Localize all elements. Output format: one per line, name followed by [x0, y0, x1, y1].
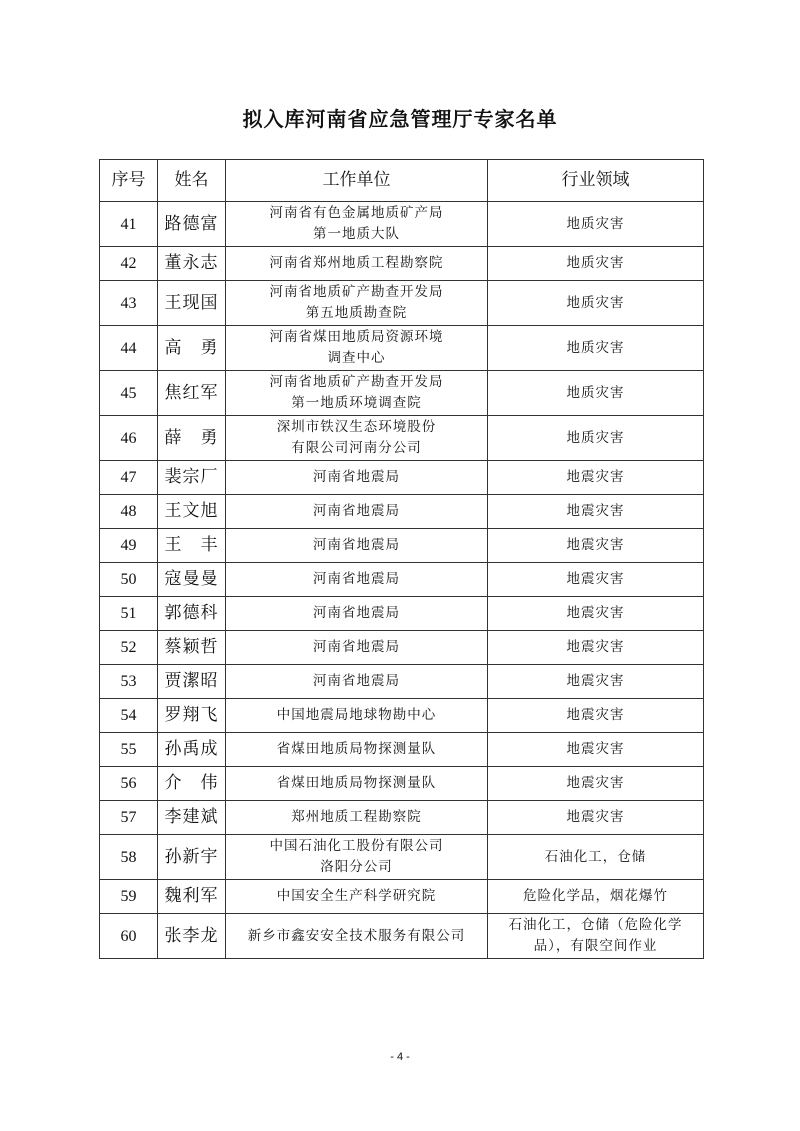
work-unit-line: 河南省地震局 [313, 673, 400, 689]
work-unit [226, 835, 488, 880]
table-body [100, 202, 704, 959]
industry-field [488, 371, 704, 416]
industry-field-line: 地震灾害 [566, 741, 625, 757]
expert-name: 薛 勇 [158, 416, 226, 461]
industry-field-line: 地质灾害 [566, 215, 625, 232]
work-unit-line: 第一地质环境调查院 [291, 395, 422, 411]
expert-name: 王文旭 [158, 495, 226, 529]
expert-name: 王 丰 [158, 529, 226, 563]
industry-field [488, 733, 704, 767]
work-unit-line: 中国安全生产科学研究院 [276, 888, 437, 904]
work-unit-line: 洛阳分公司 [320, 859, 393, 875]
work-unit-line: 第五地质勘查院 [305, 305, 408, 321]
expert-name: 路德富 [158, 202, 226, 247]
work-unit-line: 新乡市鑫安安全技术服务有限公司 [247, 927, 466, 944]
table-row [100, 495, 704, 529]
work-unit-line: 中国地震局地球物勘中心 [276, 707, 437, 723]
industry-field [488, 914, 704, 959]
table-row [100, 461, 704, 495]
work-unit-line: 郑州地质工程勘察院 [291, 809, 422, 825]
industry-field-line: 地质灾害 [566, 294, 625, 311]
expert-name: 焦红军 [158, 371, 226, 416]
work-unit-line: 河南省地质矿产勘查开发局 [269, 374, 444, 390]
work-unit [226, 326, 488, 371]
table-row [100, 529, 704, 563]
industry-field-line: 地震灾害 [566, 673, 625, 689]
work-unit [226, 416, 488, 461]
row-index: 48 [100, 495, 158, 529]
work-unit [226, 880, 488, 914]
industry-field-line: 地震灾害 [566, 605, 625, 621]
industry-field-line: 地质灾害 [566, 384, 625, 401]
industry-field-line: 地质灾害 [566, 255, 625, 271]
work-unit-line: 调查中心 [327, 350, 386, 366]
work-unit [226, 281, 488, 326]
work-unit-line: 省煤田地质局物探测量队 [276, 775, 437, 791]
industry-field-line: 地震灾害 [566, 571, 625, 587]
table-row [100, 733, 704, 767]
industry-field-line: 地震灾害 [566, 503, 625, 519]
industry-field [488, 247, 704, 281]
industry-field [488, 495, 704, 529]
row-index: 53 [100, 665, 158, 699]
industry-field-line: 地震灾害 [566, 809, 625, 825]
industry-field [488, 597, 704, 631]
expert-name: 介 伟 [158, 767, 226, 801]
industry-field-line: 地震灾害 [566, 537, 625, 553]
table-row [100, 247, 704, 281]
page-title: 拟入库河南省应急管理厅专家名单 [242, 107, 558, 131]
expert-name: 孙禹成 [158, 733, 226, 767]
industry-field-line: 地震灾害 [566, 775, 625, 791]
work-unit [226, 597, 488, 631]
industry-field [488, 880, 704, 914]
row-index: 43 [100, 281, 158, 326]
row-index: 57 [100, 801, 158, 835]
work-unit [226, 914, 488, 959]
expert-name: 郭德科 [158, 597, 226, 631]
work-unit [226, 461, 488, 495]
industry-field [488, 631, 704, 665]
expert-name: 张李龙 [158, 914, 226, 959]
work-unit-line: 有限公司河南分公司 [291, 440, 422, 456]
row-index: 45 [100, 371, 158, 416]
expert-name: 魏利军 [158, 880, 226, 914]
work-unit-line: 河南省地震局 [313, 605, 400, 621]
header-index: 序号 [100, 160, 158, 202]
industry-field-line: 地震灾害 [566, 707, 625, 723]
industry-field-line: 危险化学品，烟花爆竹 [523, 888, 668, 904]
row-index: 49 [100, 529, 158, 563]
expert-name: 寇曼曼 [158, 563, 226, 597]
work-unit [226, 767, 488, 801]
row-index: 50 [100, 563, 158, 597]
table-row [100, 563, 704, 597]
row-index: 42 [100, 247, 158, 281]
work-unit [226, 699, 488, 733]
industry-field-line: 石油化工，仓储 [544, 848, 647, 865]
work-unit-line: 第一地质大队 [313, 226, 400, 242]
industry-field-line: 石油化工，仓储（危险化学 [508, 917, 683, 933]
row-index: 55 [100, 733, 158, 767]
row-index: 41 [100, 202, 158, 247]
row-index: 56 [100, 767, 158, 801]
expert-name: 贾潔昭 [158, 665, 226, 699]
industry-field-line: 地质灾害 [566, 429, 625, 446]
row-index: 60 [100, 914, 158, 959]
table-row [100, 914, 704, 959]
industry-field-line: 品），有限空间作业 [533, 938, 658, 954]
work-unit-line: 河南省煤田地质局资源环境 [269, 329, 444, 345]
work-unit [226, 801, 488, 835]
industry-field [488, 416, 704, 461]
page-number: - 4 - [390, 1051, 410, 1063]
work-unit-line: 河南省地震局 [313, 503, 400, 519]
industry-field-line: 地震灾害 [566, 469, 625, 485]
table-row [100, 665, 704, 699]
row-index: 47 [100, 461, 158, 495]
table-row [100, 202, 704, 247]
work-unit-line: 中国石油化工股份有限公司 [269, 838, 444, 854]
expert-name: 董永志 [158, 247, 226, 281]
work-unit-line: 河南省郑州地质工程勘察院 [269, 255, 444, 271]
industry-field [488, 801, 704, 835]
industry-field [488, 563, 704, 597]
table-row [100, 767, 704, 801]
table-row [100, 371, 704, 416]
work-unit-line: 河南省地震局 [313, 571, 400, 587]
industry-field [488, 202, 704, 247]
work-unit-line: 省煤田地质局物探测量队 [276, 741, 437, 757]
table-row [100, 631, 704, 665]
industry-field [488, 835, 704, 880]
work-unit-line: 深圳市铁汉生态环境股份 [276, 419, 437, 435]
table-row [100, 801, 704, 835]
expert-name: 蔡颖哲 [158, 631, 226, 665]
table-header-row [100, 160, 704, 202]
row-index: 54 [100, 699, 158, 733]
industry-field [488, 699, 704, 733]
row-index: 52 [100, 631, 158, 665]
header-work-unit: 工作单位 [226, 160, 488, 202]
work-unit [226, 495, 488, 529]
expert-name: 罗翔飞 [158, 699, 226, 733]
work-unit [226, 665, 488, 699]
work-unit [226, 202, 488, 247]
expert-name: 李建斌 [158, 801, 226, 835]
work-unit-line: 河南省地震局 [313, 469, 400, 485]
work-unit [226, 529, 488, 563]
industry-field [488, 767, 704, 801]
row-index: 59 [100, 880, 158, 914]
industry-field [488, 281, 704, 326]
work-unit [226, 631, 488, 665]
header-industry-field: 行业领域 [488, 160, 704, 202]
work-unit-line: 河南省地质矿产勘查开发局 [269, 284, 444, 300]
table-row [100, 416, 704, 461]
header-name: 姓名 [158, 160, 226, 202]
expert-name: 王现国 [158, 281, 226, 326]
row-index: 51 [100, 597, 158, 631]
industry-field [488, 461, 704, 495]
table-row [100, 281, 704, 326]
table-row [100, 597, 704, 631]
expert-name: 高 勇 [158, 326, 226, 371]
row-index: 44 [100, 326, 158, 371]
industry-field [488, 665, 704, 699]
expert-list-table [99, 159, 704, 959]
table-row [100, 880, 704, 914]
industry-field-line: 地震灾害 [566, 639, 625, 655]
work-unit-line: 河南省地震局 [313, 537, 400, 553]
table-row [100, 326, 704, 371]
industry-field [488, 326, 704, 371]
table-row [100, 699, 704, 733]
work-unit [226, 247, 488, 281]
table-row [100, 835, 704, 880]
row-index: 58 [100, 835, 158, 880]
row-index: 46 [100, 416, 158, 461]
work-unit [226, 563, 488, 597]
industry-field-line: 地质灾害 [566, 339, 625, 356]
work-unit-line: 河南省地震局 [313, 639, 400, 655]
work-unit-line: 河南省有色金属地质矿产局 [269, 205, 444, 221]
work-unit [226, 733, 488, 767]
expert-name: 裴宗厂 [158, 461, 226, 495]
industry-field [488, 529, 704, 563]
expert-name: 孙新宇 [158, 835, 226, 880]
work-unit [226, 371, 488, 416]
